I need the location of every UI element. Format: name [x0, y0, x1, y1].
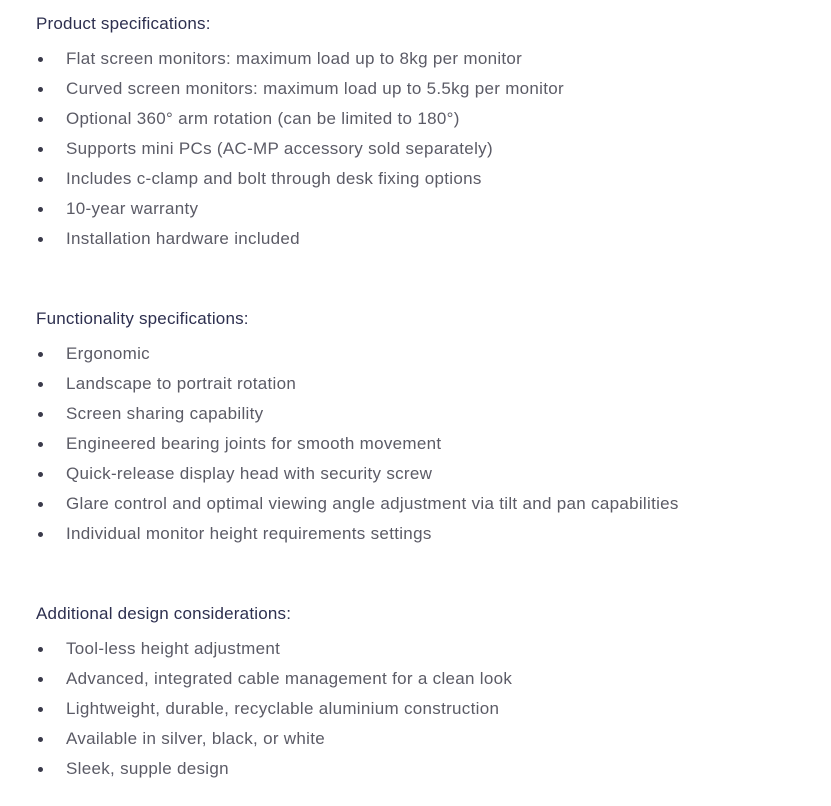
list-item-text: Supports mini PCs (AC-MP accessory sold separately) — [66, 139, 493, 158]
bullet-icon — [38, 647, 43, 652]
bullet-icon — [38, 57, 43, 62]
list-item-text: Installation hardware included — [66, 229, 300, 248]
bullet-icon — [38, 502, 43, 507]
bullet-icon — [38, 382, 43, 387]
list-item — [36, 399, 831, 429]
list-item — [36, 194, 831, 224]
list-item-text: Engineered bearing joints for smooth movement — [66, 434, 442, 453]
list-item — [36, 339, 831, 369]
additional-design-considerations-section — [36, 599, 831, 784]
list-item — [36, 459, 831, 489]
list-item — [36, 369, 831, 399]
list-item — [36, 634, 831, 664]
list-item-text: 10-year warranty — [66, 199, 199, 218]
list-item — [36, 694, 831, 724]
bullet-icon — [38, 737, 43, 742]
list-item — [36, 429, 831, 459]
list-item — [36, 134, 831, 164]
bullet-icon — [38, 237, 43, 242]
list-item-text: Advanced, integrated cable management for a clean look — [66, 669, 513, 688]
list-item-text: Available in silver, black, or white — [66, 729, 325, 748]
list-item-text: Lightweight, durable, recyclable aluminium construction — [66, 699, 500, 718]
bullet-icon — [38, 147, 43, 152]
bullet-icon — [38, 352, 43, 357]
list-item-text: Quick-release display head with security screw — [66, 464, 433, 483]
list-item-text: Optional 360° arm rotation (can be limited to 180°) — [66, 109, 460, 128]
list-item-text: Tool-less height adjustment — [66, 639, 281, 658]
bullet-icon — [38, 532, 43, 537]
list-item — [36, 74, 831, 104]
list-item-text: Includes c-clamp and bolt through desk fixing options — [66, 169, 482, 188]
bullet-icon — [38, 677, 43, 682]
bullet-list — [36, 339, 831, 549]
bullet-icon — [38, 472, 43, 477]
bullet-icon — [38, 412, 43, 417]
bullet-icon — [38, 442, 43, 447]
section-heading: Additional design considerations: — [36, 604, 292, 623]
list-item — [36, 44, 831, 74]
list-item-text: Landscape to portrait rotation — [66, 374, 297, 393]
bullet-icon — [38, 177, 43, 182]
functionality-specifications-section — [36, 304, 831, 549]
list-item — [36, 519, 831, 549]
bullet-icon — [38, 767, 43, 772]
list-item — [36, 664, 831, 694]
section-heading: Functionality specifications: — [36, 309, 249, 328]
bullet-icon — [38, 87, 43, 92]
product-specifications-section — [36, 9, 831, 254]
list-item-text: Glare control and optimal viewing angle adjustment via tilt and pan capabilities — [66, 494, 679, 513]
bullet-icon — [38, 117, 43, 122]
section-heading: Product specifications: — [36, 14, 211, 33]
list-item-text: Flat screen monitors: maximum load up to 8kg per monitor — [66, 49, 523, 68]
bullet-list — [36, 634, 831, 784]
bullet-list — [36, 44, 831, 254]
list-item — [36, 164, 831, 194]
bullet-icon — [38, 707, 43, 712]
bullet-icon — [38, 207, 43, 212]
list-item — [36, 224, 831, 254]
list-item-text: Individual monitor height requirements settings — [66, 524, 432, 543]
list-item — [36, 754, 831, 784]
list-item-text: Sleek, supple design — [66, 759, 229, 778]
list-item — [36, 104, 831, 134]
list-item-text: Curved screen monitors: maximum load up to 5.5kg per monitor — [66, 79, 564, 98]
list-item — [36, 489, 831, 519]
list-item — [36, 724, 831, 754]
list-item-text: Ergonomic — [66, 344, 150, 363]
list-item-text: Screen sharing capability — [66, 404, 264, 423]
